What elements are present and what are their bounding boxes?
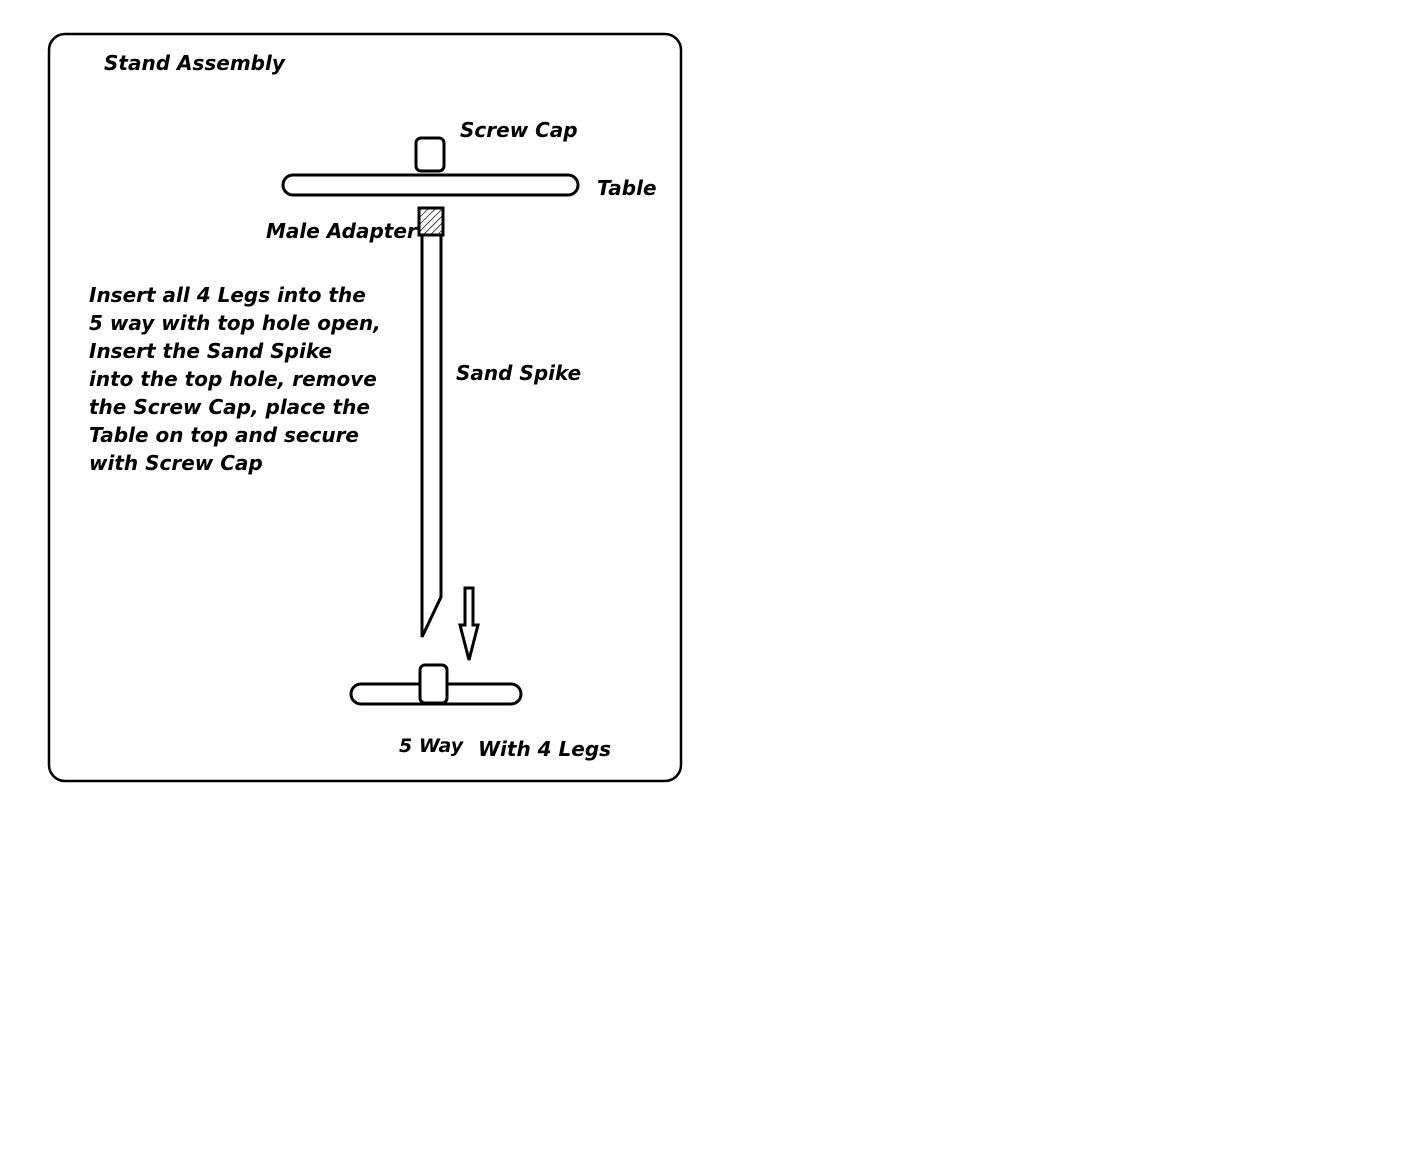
diagram-title: Stand Assembly bbox=[104, 51, 285, 75]
instructions-text bbox=[89, 283, 388, 475]
instruction-line: Insert all 4 Legs into the bbox=[89, 283, 366, 307]
five-way-label: 5 Way bbox=[399, 735, 464, 757]
male-adapter-shape bbox=[419, 208, 443, 235]
with-legs-label: With 4 Legs bbox=[478, 737, 612, 761]
sand-spike-shape bbox=[422, 235, 441, 637]
instruction-line: the Screw Cap, place the bbox=[89, 395, 370, 419]
screw-cap-shape bbox=[416, 138, 444, 171]
instruction-line: 5 way with top hole open, bbox=[89, 311, 381, 335]
instruction-line: Insert the Sand Spike bbox=[89, 339, 333, 363]
male-adapter-label: Male Adapter bbox=[266, 219, 417, 243]
sand-spike-label: Sand Spike bbox=[456, 361, 582, 385]
instruction-line: with Screw Cap bbox=[89, 451, 263, 475]
five-way-hub-shape bbox=[420, 665, 447, 703]
down-arrow-icon bbox=[460, 588, 478, 660]
instruction-line: Table on top and secure bbox=[89, 423, 359, 447]
table-shape bbox=[283, 175, 578, 195]
instruction-line: into the top hole, remove bbox=[89, 367, 377, 391]
screw-cap-label: Screw Cap bbox=[460, 118, 578, 142]
table-label: Table bbox=[597, 176, 657, 200]
